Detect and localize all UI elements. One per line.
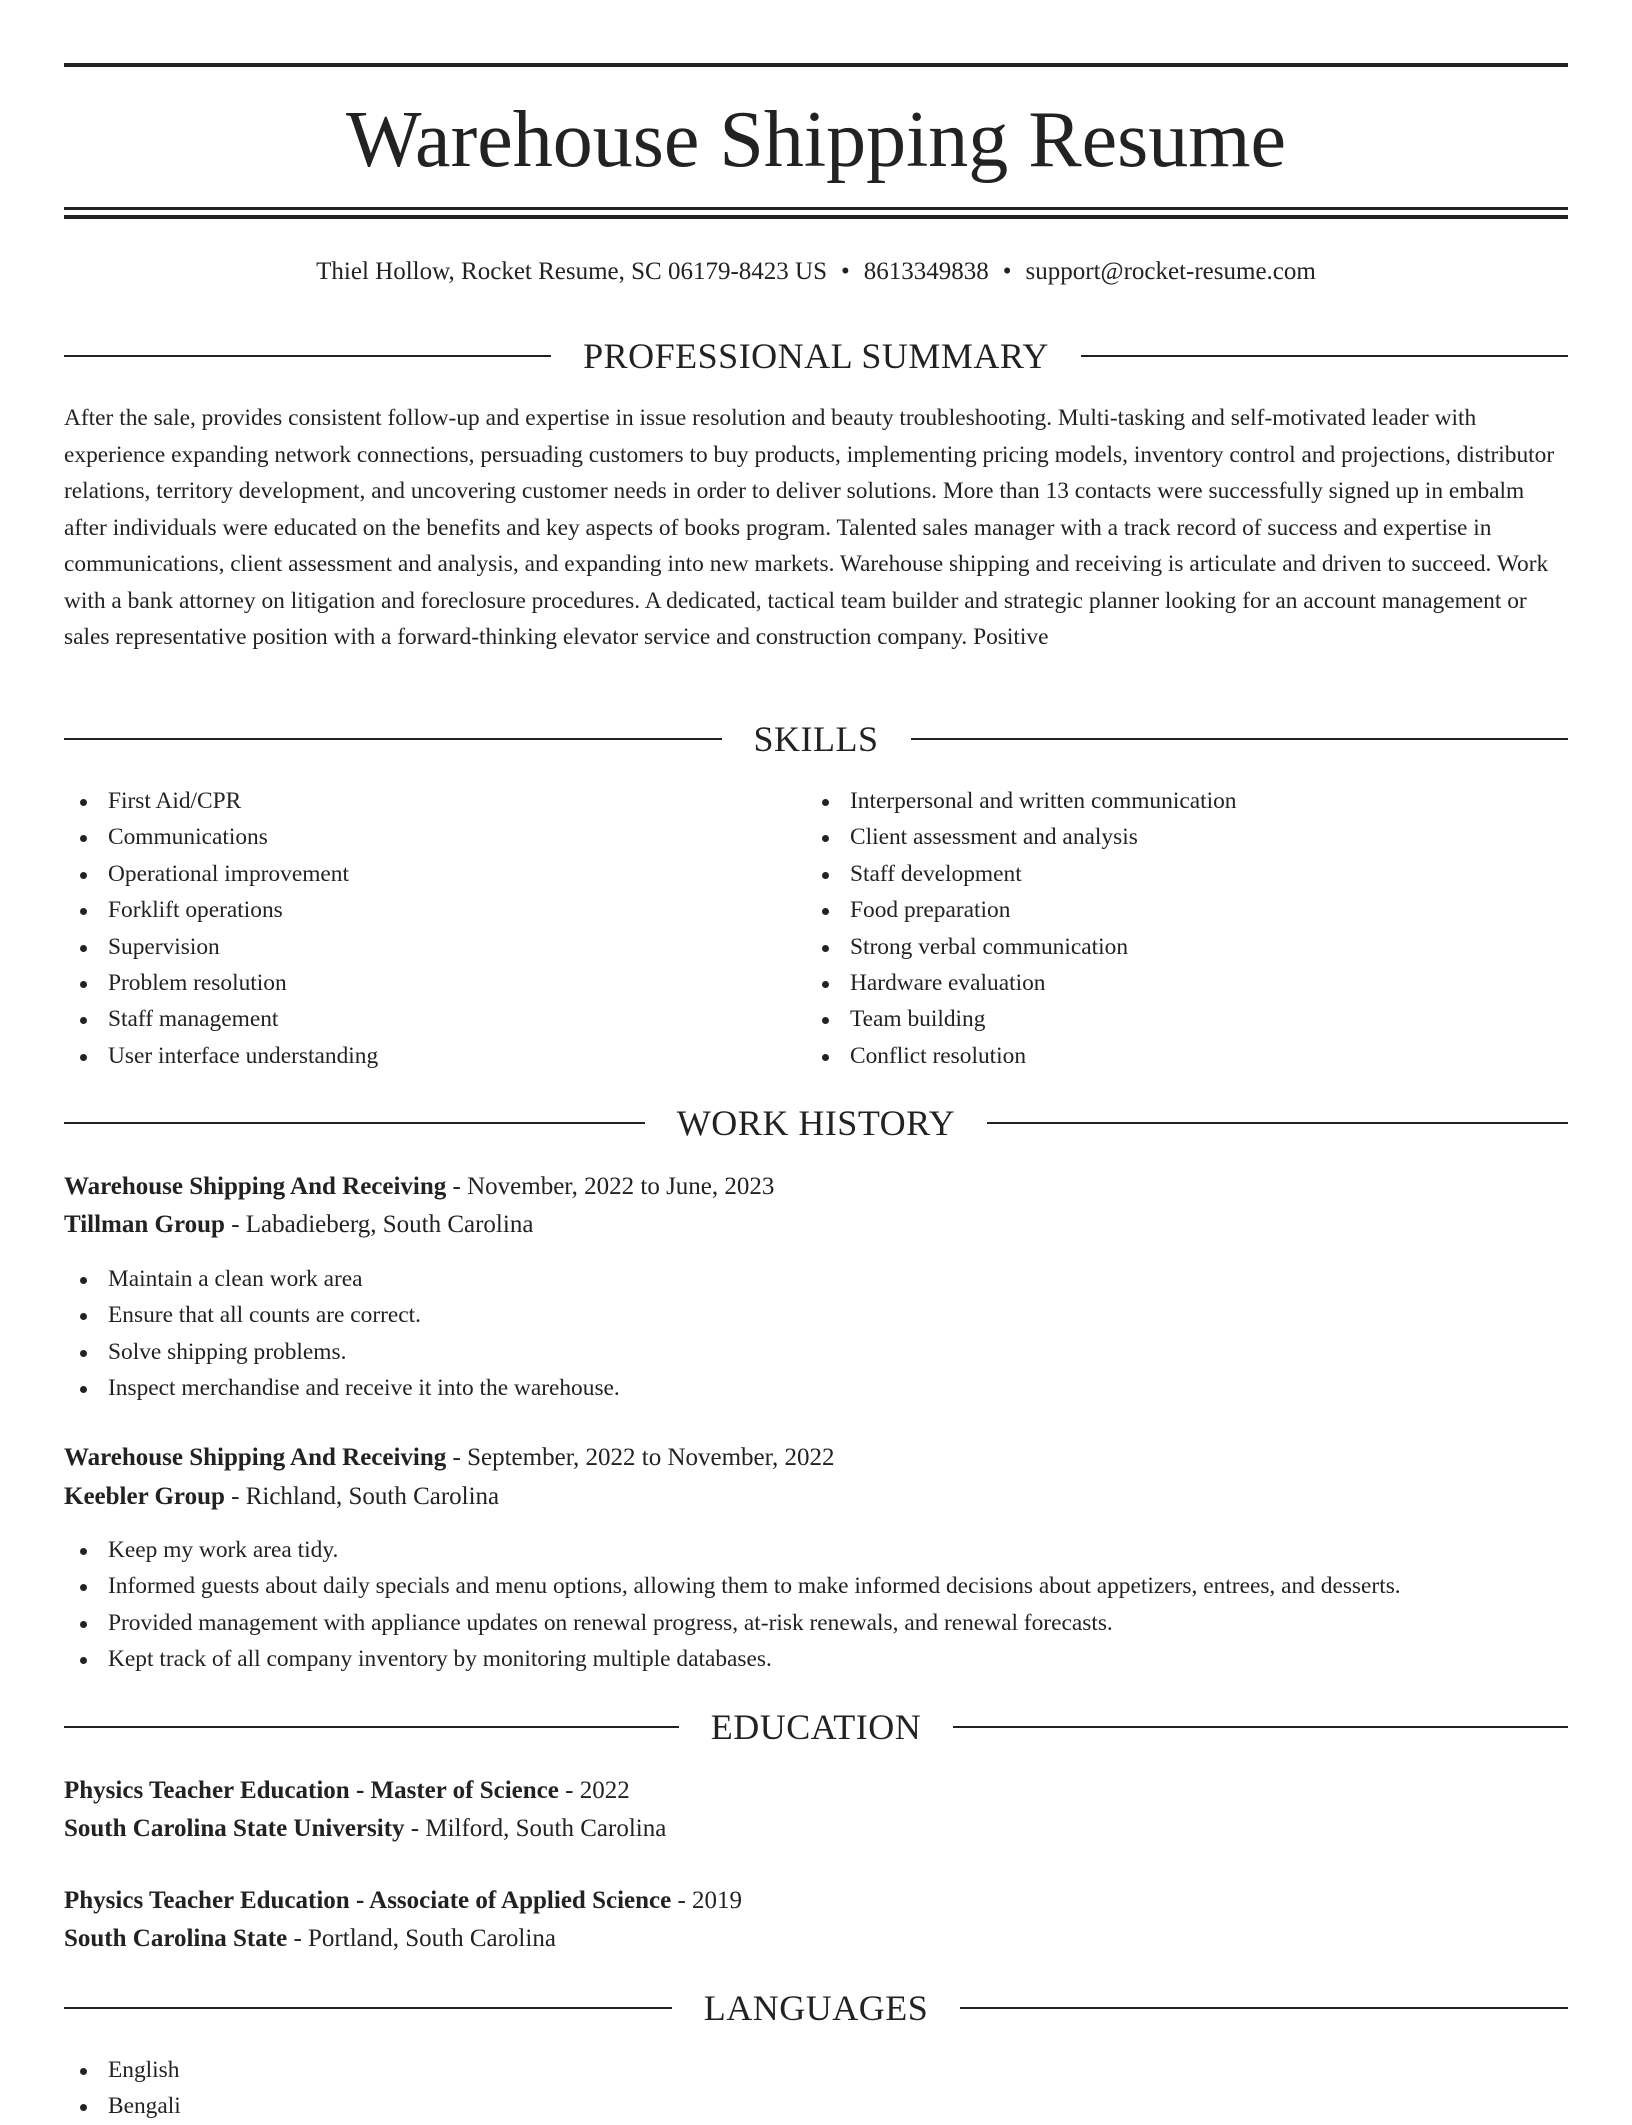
list-item: Keep my work area tidy. [64, 1532, 1568, 1568]
job-location: - Labadieberg, South Carolina [224, 1211, 534, 1238]
section-rule [960, 2007, 1568, 2009]
section-header-summary [64, 334, 1568, 378]
section-header-languages [64, 1986, 1568, 2030]
job-company-line [64, 1206, 1568, 1244]
contact-line [64, 254, 1568, 290]
section-title-languages: LANGUAGES [703, 1988, 929, 2028]
list-item: Kept track of all company inventory by monitoring multiple databases. [64, 1641, 1568, 1677]
list-item: English [64, 2052, 1568, 2088]
education-location: - Milford, South Carolina [404, 1815, 667, 1842]
section-title-summary: PROFESSIONAL SUMMARY [583, 336, 1049, 376]
skills-column-left [64, 783, 804, 1074]
list-item: Informed guests about daily specials and menu options, allowing them to make informed decisions about appetizers, entrees, and desserts. [64, 1568, 1568, 1604]
education-degree-line [64, 1882, 1568, 1920]
job-title: Warehouse Shipping And Receiving [64, 1444, 447, 1471]
contact-address: Thiel Hollow, Rocket Resume, SC 06179-8423 US [316, 258, 828, 285]
education-degree: Physics Teacher Education - Associate of Applied Science [64, 1887, 672, 1914]
list-item: First Aid/CPR [64, 783, 804, 819]
job-title: Warehouse Shipping And Receiving [64, 1173, 447, 1200]
list-item: Ensure that all counts are correct. [64, 1297, 1568, 1333]
contact-phone: 8613349838 [863, 258, 989, 285]
list-item: Hardware evaluation [806, 965, 1568, 1001]
job-duties [64, 1261, 1568, 1407]
list-item: Food preparation [806, 892, 1568, 928]
list-item: Interpersonal and written communication [806, 783, 1568, 819]
education-school: South Carolina State [64, 1925, 288, 1952]
section-rule [64, 2007, 672, 2009]
section-rule [64, 1122, 645, 1124]
section-rule [911, 738, 1569, 740]
list-item: Team building [806, 1001, 1568, 1037]
section-header-education [64, 1705, 1568, 1749]
list-item: Solve shipping problems. [64, 1334, 1568, 1370]
education-location: - Portland, South Carolina [287, 1925, 556, 1952]
contact-separator: • [1002, 258, 1012, 285]
title-rule-thick [64, 215, 1568, 219]
section-rule [64, 738, 722, 740]
section-rule [953, 1726, 1568, 1728]
skills-list-left [64, 783, 804, 1074]
education-year: - 2019 [671, 1887, 743, 1914]
skills-list-right [806, 783, 1568, 1074]
section-rule [64, 1726, 679, 1728]
section-title-work: WORK HISTORY [676, 1103, 956, 1143]
summary-paragraph: After the sale, provides consistent follow-up and expertise in issue resolution and beauty troubleshooting. Multi-tasking and self-motivated leader with experience expanding network connections, persuading customers to buy products, implementing pricing models, inventory control and projections, distributor relations, territory development, and uncovering customer needs in order to deliver solutions. More than 13 contacts were successfully signed up in embalm after individuals were educated on the benefits and key aspects of books program. Talented sales manager with a track record of success and expertise in communications, client assessment and analysis, and expanding into new markets. Warehouse shipping and receiving is articulate and driven to succeed. Work with a bank attorney on litigation and foreclosure procedures. A dedicated, tactical team builder and strategic planner looking for an account management or sales representative position with a forward-thinking elevator service and construction company. Positive [64, 405, 1555, 650]
section-rule [64, 355, 551, 357]
education-school-line [64, 1810, 1568, 1848]
job-title-line [64, 1439, 1568, 1477]
list-item: Inspect merchandise and receive it into the warehouse. [64, 1370, 1568, 1406]
job-location: - Richland, South Carolina [224, 1483, 500, 1510]
duty-list [64, 1261, 1568, 1407]
contact-email: support@rocket-resume.com [1025, 258, 1316, 285]
list-item: Forklift operations [64, 892, 804, 928]
languages-list [64, 2052, 1568, 2125]
education-year: - 2022 [558, 1777, 630, 1804]
list-item: Bengali [64, 2088, 1568, 2124]
list-item: Communications [64, 819, 804, 855]
top-rule [64, 63, 1568, 67]
section-rule [987, 1122, 1568, 1124]
job-title-line [64, 1168, 1568, 1206]
job-company: Keebler Group [64, 1483, 225, 1510]
list-item: Supervision [64, 929, 804, 965]
education-degree-line [64, 1772, 1568, 1810]
list-item: Maintain a clean work area [64, 1261, 1568, 1297]
job-dates: - November, 2022 to June, 2023 [446, 1173, 775, 1200]
list-item: Problem resolution [64, 965, 804, 1001]
section-title-skills: SKILLS [753, 719, 879, 759]
job-company-line [64, 1478, 1568, 1516]
job-dates: - September, 2022 to November, 2022 [446, 1444, 835, 1471]
section-title-education: EDUCATION [710, 1707, 922, 1747]
skills-column-right [806, 783, 1568, 1074]
education-degree: Physics Teacher Education - Master of Science [64, 1777, 559, 1804]
list-item: Staff development [806, 856, 1568, 892]
list-item: User interface understanding [64, 1038, 804, 1074]
section-header-skills [64, 717, 1568, 761]
list-item: Client assessment and analysis [806, 819, 1568, 855]
list-item: Conflict resolution [806, 1038, 1568, 1074]
duty-list [64, 1532, 1568, 1678]
job-duties [64, 1532, 1568, 1678]
education-school: South Carolina State University [64, 1815, 405, 1842]
section-header-work [64, 1101, 1568, 1145]
list-item: Provided management with appliance updates on renewal progress, at-risk renewals, and renewal forecasts. [64, 1605, 1568, 1641]
list-item: Staff management [64, 1001, 804, 1037]
job-company: Tillman Group [64, 1211, 225, 1238]
education-school-line [64, 1920, 1568, 1958]
list-item: Strong verbal communication [806, 929, 1568, 965]
languages-list-wrap [64, 2052, 1568, 2125]
list-item: Operational improvement [64, 856, 804, 892]
title-rule-thin [64, 207, 1568, 210]
contact-separator: • [841, 258, 850, 285]
section-rule [1081, 355, 1568, 357]
resume-title: Warehouse Shipping Resume [345, 96, 1287, 184]
